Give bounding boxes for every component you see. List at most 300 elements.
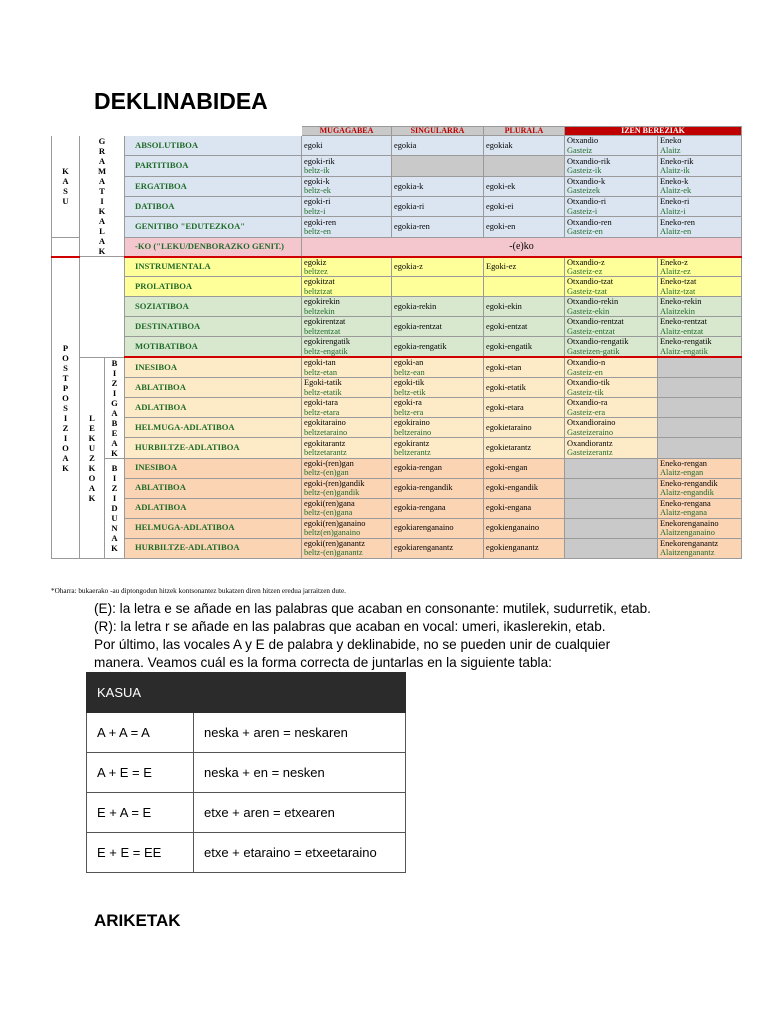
form-green: Alaitz-i [660,206,686,216]
vertical-letter: K [98,246,106,256]
form-green: Gasteizeraino [567,427,614,437]
form-green: beltz-(en)gan [304,468,349,478]
form-green: Alaitz-engana [660,508,707,518]
paragraph-e: (E): la letra e se añade en las palabras que acaban en consonante: mutilek, sudurretik, etab. [94,601,651,616]
case-label: -KO ("LEKU/DENBORAZKO GENIT.) [125,237,302,256]
case-label: PROLATIBOA [125,277,302,297]
form-cell: egokietarantz [484,438,565,458]
form-cell [658,297,742,317]
table-row [87,833,406,873]
vertical-letter: E [89,422,95,433]
form-cell: egoki-ek [484,176,565,196]
form-consonant-vowel: Otxandio-rengatik [567,337,629,347]
form-cell [658,498,742,518]
form-consonant-vowel: Eneko-rengatik [660,337,712,347]
vertical-letter: Z [111,377,118,388]
form-cell: egoki-en [484,217,565,237]
table-row [52,438,742,458]
form-green: Alaitz-ez [660,266,691,276]
vertical-letter: U [111,513,118,524]
case-label: HELMUGA-ADLATIBOA [125,518,302,538]
form-green: beltzez [304,266,328,276]
form-consonant-vowel: Otxandio-rentzat [567,317,624,327]
form-green: beltztzat [304,286,333,296]
case-label: ABSOLUTIBOA [125,136,302,156]
form-cell [302,438,392,458]
form-consonant-vowel: Otxandio-rik [567,156,611,166]
form-green: beltz-era [394,407,424,417]
form-cell [565,538,658,558]
form-consonant-vowel: Eneko-tzat [660,277,697,287]
form-consonant-vowel: egokitzat [304,277,335,287]
vertical-letter: M [97,166,107,176]
form-cell [302,378,392,398]
case-label: ERGATIBOA [125,176,302,196]
vertical-letter: S [63,186,68,197]
kasua-header-cell: KASUA [87,673,194,713]
table-row [52,378,742,398]
form-green: Alaitzekin [660,306,695,316]
form-consonant-vowel: Otxandio-tzat [567,277,614,287]
form-consonant-vowel: egoki [304,140,323,150]
vertical-letter: U [62,196,69,207]
vertical-letter: N [111,523,118,534]
vowel-rule: A + A = A [87,713,194,753]
form-consonant-vowel: Otxandio-rekin [567,297,619,307]
form-cell [565,498,658,518]
form-green: beltzetarantz [304,448,347,458]
form-cell [565,257,658,277]
vertical-letter: A [98,156,106,166]
form-consonant-vowel: egokitarantz [304,438,346,448]
vertical-letter: Z [62,422,69,433]
form-cell [658,337,742,357]
case-label: ADLATIBOA [125,398,302,418]
vertical-letter: K [88,432,96,443]
vertical-letter: T [99,186,105,196]
form-cell [565,176,658,196]
vertical-letter: I [112,387,117,398]
form-consonant-vowel: egokirentzat [304,317,346,327]
form-consonant-vowel: egoki-an [394,358,424,368]
table-row [52,418,742,438]
case-label: DATIBOA [125,196,302,216]
form-cell: egokia-rentzat [392,317,484,337]
form-cell [302,458,392,478]
vertical-letter: T [62,372,69,383]
form-consonant-vowel: egoki-ra [394,398,422,408]
case-label: INESIBOA [125,357,302,377]
form-green: Gasteiz-i [567,206,598,216]
form-consonant-vowel: Otxandio [567,136,599,146]
form-cell [565,277,658,297]
form-green: Gasteiz-en [567,226,603,236]
form-consonant-vowel: egoki(ren)gana [304,498,355,508]
form-cell: egoki-etatik [484,378,565,398]
form-cell: egokiarenganantz [392,538,484,558]
form-green: Alaitz-ek [660,186,692,196]
form-cell [658,418,742,438]
form-consonant-vowel: Eneko-ri [660,197,690,207]
case-label: HURBILTZE-ADLATIBOA [125,438,302,458]
table-row [87,793,406,833]
vertical-letter: I [112,473,117,484]
vertical-letter: L [99,226,105,236]
vertical-letter: I [112,493,117,504]
form-consonant-vowel: egoki-k [304,176,330,186]
form-cell [302,478,392,498]
form-cell [658,317,742,337]
vertical-letter: S [63,402,68,413]
kasua-table [86,672,406,873]
vertical-letter: P [62,342,69,353]
form-green: Gasteiz-tzat [567,286,607,296]
form-consonant-vowel: Egoki-tatik [304,378,342,388]
form-consonant-vowel: Eneko-rengana [660,498,711,508]
table-row [52,357,742,377]
form-cell: egokia-rengana [392,498,484,518]
table-row [87,713,406,753]
group-bizigabeak [105,357,125,458]
vertical-letter: K [88,492,96,503]
form-green: Alaitz-entzat [660,326,704,336]
form-cell [302,317,392,337]
vowel-rule: E + E = EE [87,833,194,873]
vertical-letter: A [98,236,106,246]
form-green: Alaitz-ik [660,165,690,175]
column-header-izen-bereziak: IZEN BEREZIAK [565,127,742,136]
vertical-letter: K [88,462,96,473]
form-green: Gasteizek [567,186,601,196]
form-green: Gasteiz-ez [567,266,603,276]
case-label: ADLATIBOA [125,498,302,518]
column-header: PLURALA [484,127,565,136]
form-green: beltz-ik [304,165,330,175]
form-green: Alaitz-tzat [660,286,696,296]
form-consonant-vowel: Otxandio-ri [567,197,607,207]
form-consonant-vowel: egoki-(ren)gandik [304,478,365,488]
form-cell [302,156,392,176]
vowel-example: neska + aren = neskaren [194,713,406,753]
form-cell: egokia-ri [392,196,484,216]
table-row [52,217,742,237]
form-cell: egokia-k [392,176,484,196]
form-cell [565,438,658,458]
form-cell [565,398,658,418]
form-consonant-vowel: egoki(ren)ganaino [304,518,366,528]
table-row [52,196,742,216]
form-cell [565,217,658,237]
form-consonant-vowel: Otxandio-tik [567,378,610,388]
form-green: Alaitzenganaino [660,528,715,538]
group-blank [80,257,125,358]
vowel-rule: A + E = E [87,753,194,793]
form-cell: egokia [392,136,484,156]
vertical-letter: S [63,362,68,373]
vertical-letter: O [62,442,69,453]
form-cell [302,357,392,377]
form-green: Alaitz-engan [660,468,704,478]
form-green: beltz-ek [304,186,331,196]
form-cell [302,518,392,538]
form-green: Gasteiz-tik [567,387,604,397]
table-row [52,317,742,337]
form-cell [565,156,658,176]
form-cell: egoki-engandik [484,478,565,498]
table-row [52,478,742,498]
vertical-letter: G [98,136,106,146]
vertical-letter: I [100,196,104,206]
form-cell [565,357,658,377]
form-cell [302,257,392,277]
form-cell [302,176,392,196]
form-cell [302,498,392,518]
form-green: beltz-engatik [304,346,348,356]
form-cell: egoki-etara [484,398,565,418]
form-green: beltz-etik [394,387,426,397]
form-green: beltzekin [304,306,335,316]
form-green: beltzeraino [394,427,432,437]
form-cell [565,478,658,498]
form-cell [302,418,392,438]
case-label: SOZIATIBOA [125,297,302,317]
form-green: beltzetaraino [304,427,348,437]
form-consonant-vowel: egoki-tara [304,398,338,408]
case-label: HELMUGA-ADLATIBOA [125,418,302,438]
form-cell [658,398,742,418]
form-cell [302,297,392,317]
form-green: beltzentzat [304,326,341,336]
form-cell [658,176,742,196]
form-green: Gasteiz-en [567,367,603,377]
vertical-letter: K [62,462,69,473]
table-row [52,237,742,256]
form-cell [658,538,742,558]
table-row [52,498,742,518]
form-cell [658,478,742,498]
form-green: beltz-etatik [304,387,342,397]
form-consonant-vowel: Enekorenganantz [660,538,719,548]
vertical-letter: A [88,482,96,493]
form-green: beltz-(en)gana [304,508,353,518]
table-row [52,518,742,538]
paragraph-vowels-1: Por último, las vocales A y E de palabra y deklinabide, no se pueden unir de cualquier [94,637,611,652]
form-consonant-vowel: Eneko-rekin [660,297,702,307]
form-green: beltz-ean [394,367,425,377]
vertical-letter: Z [89,452,95,463]
form-cell [484,277,565,297]
form-cell [302,538,392,558]
group-lekuzkoak [80,357,105,558]
vowel-example: etxe + etaraino = etxeetaraino [194,833,406,873]
vertical-letter: K [98,206,106,216]
form-cell [565,297,658,317]
form-consonant-vowel: Eneko-rik [660,156,694,166]
vowel-example: etxe + aren = etxearen [194,793,406,833]
form-green: beltz-etara [304,407,340,417]
form-consonant-vowel: Eneko-rentzat [660,317,707,327]
group-gramatikalak [80,136,125,257]
form-green: beltz-(en)ganantz [304,548,363,558]
form-cell [392,418,484,438]
form-consonant-vowel: Oxandiorantz [567,438,613,448]
form-consonant-vowel: Otxandio-k [567,176,606,186]
form-green: Gasteizerantz [567,448,613,458]
form-cell [302,398,392,418]
form-cell: egoki-etan [484,357,565,377]
table-row [52,297,742,317]
form-green: Alaitz-engatik [660,346,708,356]
form-cell [302,196,392,216]
case-label: INSTRUMENTALA [125,257,302,277]
form-consonant-vowel: egokiz [304,257,327,267]
table-row [52,458,742,478]
table-row [52,136,742,156]
form-cell: egokienganaino [484,518,565,538]
form-cell [565,378,658,398]
form-cell: egoki-engan [484,458,565,478]
form-cell [658,458,742,478]
vertical-letter: Z [111,483,118,494]
vertical-letter: B [111,463,118,474]
form-cell: egoki-entzat [484,317,565,337]
form-consonant-vowel: Eneko [660,136,682,146]
vertical-letter: A [111,437,118,448]
form-cell [565,458,658,478]
form-green: beltz-en [304,226,331,236]
form-cell [658,156,742,176]
form-cell [392,378,484,398]
declension-table [51,126,742,559]
form-consonant-vowel: Eneko-ren [660,217,695,227]
table-row [52,156,742,176]
form-consonant-vowel: Eneko-rengan [660,458,707,468]
form-cell [565,136,658,156]
form-cell: egokia-rengatik [392,337,484,357]
form-green: Gasteiz-ekin [567,306,610,316]
form-cell [392,438,484,458]
form-consonant-vowel: Otxandio-z [567,257,605,267]
vertical-letter: A [62,176,69,187]
form-consonant-vowel: egokirekin [304,297,340,307]
form-cell: egokia-rengan [392,458,484,478]
form-consonant-vowel: Otxandio-ren [567,217,612,227]
exercises-heading: ARIKETAK [94,911,181,930]
table-row [52,538,742,558]
form-cell [658,277,742,297]
case-label: GENITIBO "EDUTEZKOA" [125,217,302,237]
form-consonant-vowel: Eneko-rengandik [660,478,718,488]
form-green: beltz-i [304,206,326,216]
vertical-letter: O [62,392,69,403]
table-row [52,257,742,277]
group-kasu [52,136,80,238]
vertical-letter: A [111,533,118,544]
form-consonant-vowel: egoki-ri [304,197,331,207]
kasua-table-header [87,673,406,713]
vertical-letter: A [98,216,106,226]
form-consonant-vowel: egoki-ren [304,217,337,227]
form-cell [658,217,742,237]
form-green: beltz-(en)gandik [304,488,360,498]
vertical-letter: B [111,357,118,368]
form-cell [302,277,392,297]
form-cell [565,518,658,538]
form-cell [565,196,658,216]
form-green: Gasteiz-ik [567,165,602,175]
page-title: DEKLINABIDEA [94,88,268,114]
vertical-letter: K [111,447,118,458]
form-cell: Egoki-ez [484,257,565,277]
form-consonant-vowel: egoki(ren)ganantz [304,538,365,548]
form-cell: egoki-engatik [484,337,565,357]
form-green: Alaitz-en [660,226,692,236]
form-consonant-vowel: Eneko-z [660,257,688,267]
form-green: Alaitz-engandik [660,488,714,498]
case-label: PARTITIBOA [125,156,302,176]
case-label: ABLATIBOA [125,478,302,498]
form-cell: egoki-ekin [484,297,565,317]
form-cell: egokia-rengandik [392,478,484,498]
footnote: *Oharra: bukaerako -au diptongodun hitzek kontsonantez bukatzen diren hitzen eredua jarraitzen dute. [51,587,346,595]
case-label: ABLATIBOA [125,378,302,398]
form-green: Alaitzenganantz [660,548,715,558]
form-consonant-vowel: egokirengatik [304,337,351,347]
vertical-letter: G [111,397,118,408]
form-consonant-vowel: Eneko-k [660,176,689,186]
form-consonant-vowel: egoki-(ren)gan [304,458,354,468]
column-header: MUGAGABEA [302,127,392,136]
vertical-letter: D [111,503,118,514]
vertical-letter: P [62,382,69,393]
form-cell: egokia-z [392,257,484,277]
vertical-letter: A [98,176,106,186]
vertical-letter: L [89,412,95,423]
form-cell [658,438,742,458]
vowel-example: neska + en = nesken [194,753,406,793]
form-consonant-vowel: Enekorenganaino [660,518,719,528]
form-cell [565,418,658,438]
form-cell: egoki-ei [484,196,565,216]
vowel-rule: E + A = E [87,793,194,833]
form-cell: egokiarenganaino [392,518,484,538]
form-green: Gasteiz-entzat [567,326,615,336]
form-consonant-vowel: Otxandio-ra [567,398,608,408]
kasua-header-cell-empty [194,673,406,713]
header-row [52,127,742,136]
vertical-letter: I [112,367,117,378]
form-green: beltz-etan [304,367,338,377]
group-postposizioak [52,257,80,559]
form-cell: egokiak [484,136,565,156]
vertical-letter: I [63,432,68,443]
group-kasu-blank [52,237,80,256]
vertical-letter: K [62,166,69,177]
form-green: Gasteizen-gatik [567,346,620,356]
form-cell [302,217,392,237]
vertical-letter: K [111,543,118,554]
form-cell [392,357,484,377]
case-label: INESIBOA [125,458,302,478]
form-green: Gasteiz-era [567,407,606,417]
form-cell: egokienganantz [484,538,565,558]
case-label: DESTINATIBOA [125,317,302,337]
form-cell [658,518,742,538]
form-cell [658,196,742,216]
form-cell [658,136,742,156]
column-header: SINGULARRA [392,127,484,136]
case-label: HURBILTZE-ADLATIBOA [125,538,302,558]
